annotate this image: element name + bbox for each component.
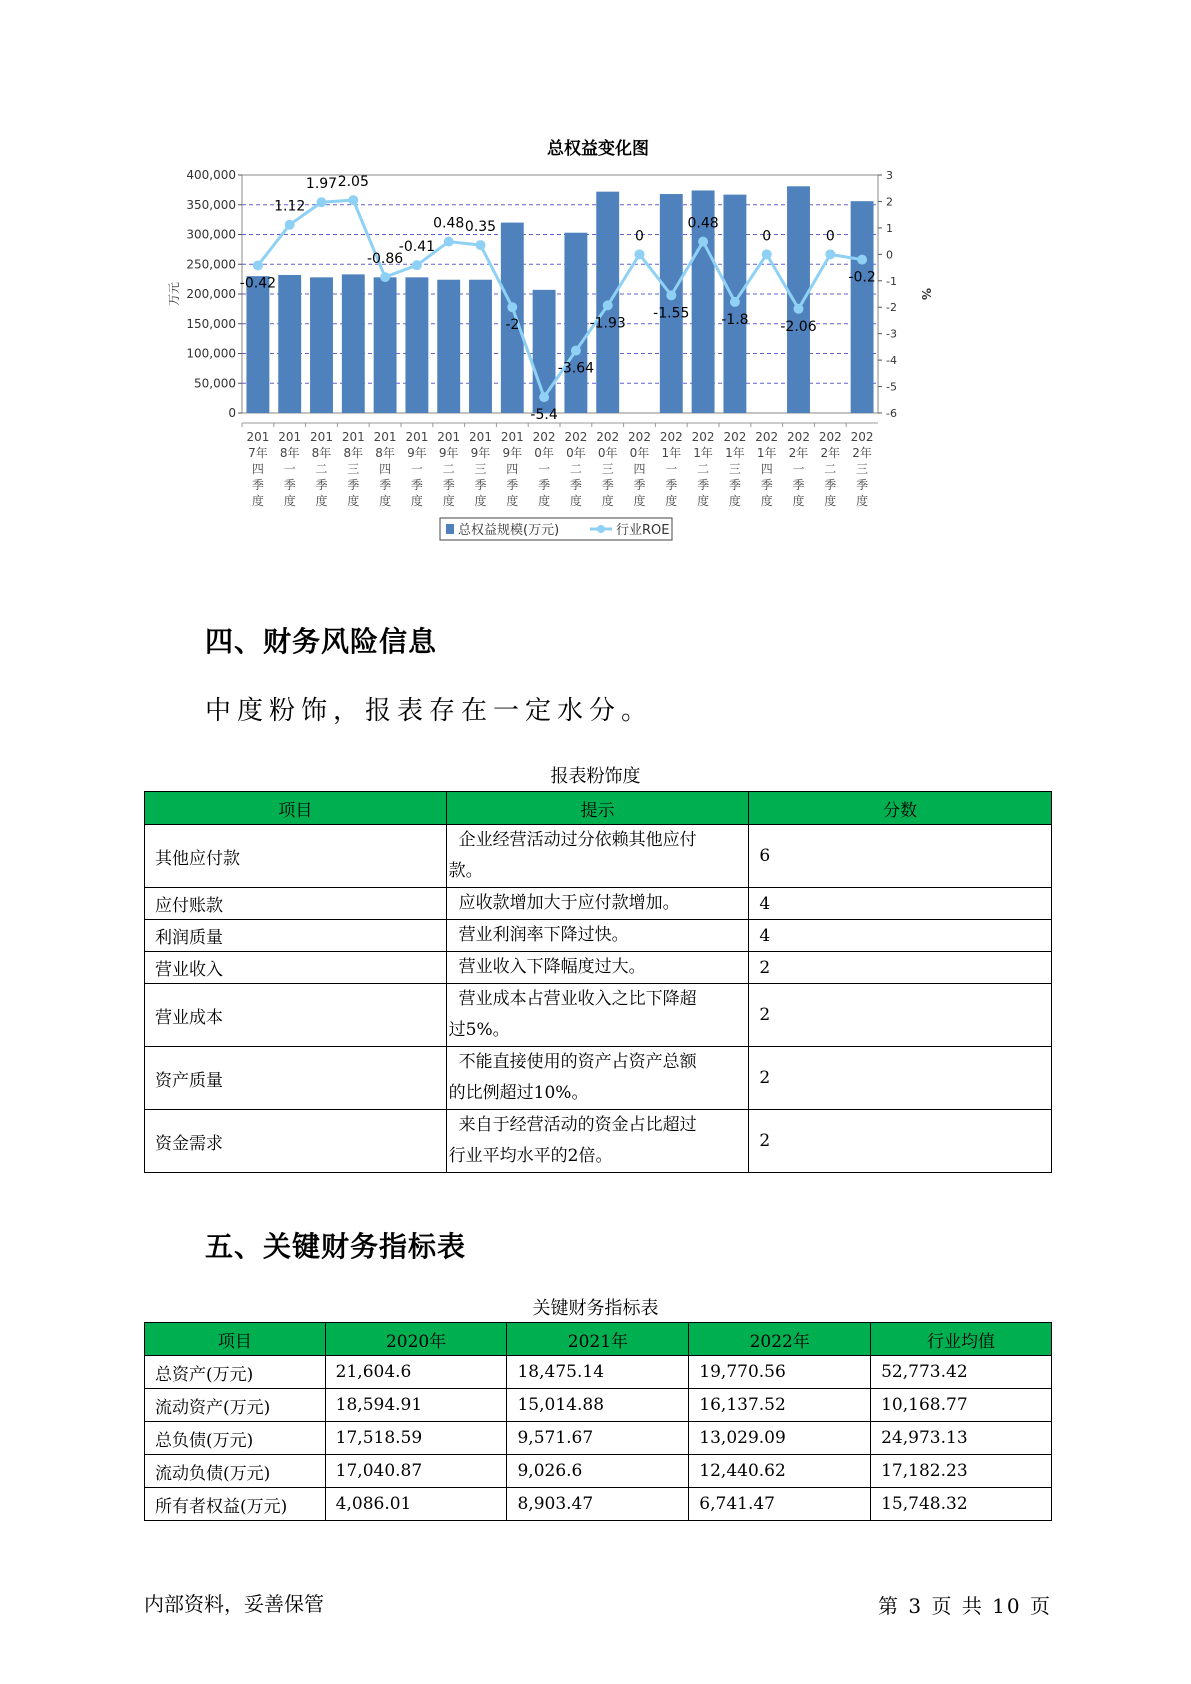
kpi-value: 16,137.52 — [689, 1389, 871, 1422]
x-tick-label-part: 二 — [569, 462, 582, 476]
roe-point — [698, 237, 708, 247]
risk-score: 2 — [749, 1047, 1052, 1110]
equity-bar — [437, 280, 460, 413]
risk-score: 4 — [749, 920, 1052, 952]
y2-tick-label: 3 — [886, 169, 893, 182]
kpi-item: 流动资产(万元) — [145, 1389, 326, 1422]
x-tick-label-part: 四 — [760, 462, 773, 476]
y-tick-label: 0 — [228, 406, 236, 420]
equity-bar — [342, 274, 365, 413]
x-tick-label-part: 9年 — [407, 446, 427, 460]
x-tick-label-part: 2年 — [820, 446, 841, 460]
x-tick-label-part: 8年 — [343, 446, 364, 460]
roe-point — [794, 304, 804, 314]
x-tick-label-part: 季 — [792, 478, 805, 492]
x-tick-label-part: 度 — [792, 494, 805, 508]
x-tick-label-part: 度 — [728, 494, 741, 508]
equity-bar — [278, 275, 301, 413]
section5-heading: 五、关键财务指标表 — [205, 1230, 467, 1263]
x-tick-label-part: 三 — [856, 462, 869, 476]
roe-point — [603, 300, 613, 310]
risk-tip — [446, 1110, 749, 1173]
risk-tip-line: 企业经营活动过分依赖其他应付 — [458, 830, 697, 850]
legend-line-label: 行业ROE — [616, 523, 670, 538]
y-tick-label: 350,000 — [186, 197, 236, 212]
kpi-table-header — [145, 1323, 1052, 1356]
risk-table-row — [145, 1047, 1052, 1110]
risk-score: 2 — [749, 1110, 1052, 1173]
roe-point — [825, 249, 835, 259]
kpi-item: 所有者权益(万元) — [145, 1488, 326, 1521]
x-tick-label-part: 7年 — [248, 446, 268, 460]
x-tick-label-part: 二 — [824, 462, 837, 476]
roe-data-label: 0.48 — [433, 215, 465, 232]
risk-item: 营业成本 — [145, 984, 447, 1047]
x-tick-label-part: 季 — [538, 478, 551, 492]
y2-axis-label: % — [919, 287, 933, 301]
x-tick-label — [564, 430, 587, 508]
x-tick-label-part: 季 — [760, 478, 773, 492]
x-tick-label-part: 季 — [410, 478, 423, 492]
risk-table-row — [145, 825, 1052, 888]
risk-item: 利润质量 — [145, 920, 447, 952]
risk-table-row — [145, 952, 1052, 984]
x-tick-label-part: 季 — [601, 478, 614, 492]
equity-bar — [310, 277, 333, 413]
x-tick-label-part: 季 — [506, 478, 519, 492]
x-tick-label-part: 0年 — [629, 446, 650, 460]
x-tick-label-part: 201 — [278, 430, 302, 444]
kpi-value: 6,741.47 — [689, 1488, 871, 1521]
x-tick-label-part: 二 — [315, 462, 328, 476]
x-tick-label-part: 一 — [410, 462, 423, 476]
y2-tick-label: -1 — [886, 274, 897, 288]
equity-bar — [660, 194, 683, 413]
x-tick-label — [692, 430, 715, 508]
x-tick-label — [533, 430, 556, 508]
risk-score: 2 — [749, 984, 1052, 1047]
x-tick-label-part: 201 — [500, 430, 524, 444]
kpi-header-item: 项目 — [145, 1323, 326, 1356]
x-tick-label-part: 度 — [856, 494, 869, 508]
x-tick-label-part: 二 — [442, 462, 455, 476]
y2-tick-label: -3 — [886, 327, 897, 341]
risk-table-row — [145, 984, 1052, 1047]
x-tick-label — [787, 430, 810, 508]
risk-table — [144, 791, 1052, 1173]
legend-line-marker — [597, 525, 605, 533]
risk-tip — [446, 920, 749, 952]
y-tick-label: 400,000 — [186, 168, 236, 182]
x-tick-label-part: 度 — [283, 494, 296, 508]
legend-bar-swatch — [446, 524, 454, 534]
x-tick-label-part: 度 — [760, 494, 773, 508]
roe-data-label: -0.42 — [239, 275, 277, 292]
x-tick-label-part: 9年 — [470, 446, 491, 460]
y-tick-label: 300,000 — [186, 227, 236, 242]
equity-bar — [851, 201, 874, 413]
x-tick-label-part: 8年 — [311, 446, 332, 460]
risk-item: 营业收入 — [145, 952, 447, 984]
x-tick-label-part: 201 — [469, 430, 492, 444]
x-tick-label-part: 202 — [723, 430, 747, 444]
y2-tick-label: -4 — [886, 354, 897, 368]
section4-summary: 中度粉饰，报表存在一定水分。 — [205, 696, 654, 726]
x-tick-label-part: 度 — [251, 494, 264, 508]
footer-page-number: 第 3 页 共 10 页 — [878, 1594, 1052, 1618]
roe-point — [539, 392, 549, 402]
y2-tick-label: -6 — [886, 407, 897, 420]
x-tick-label-part: 0年 — [597, 446, 618, 460]
kpi-value: 52,773.42 — [871, 1356, 1052, 1389]
roe-data-label: -2 — [505, 317, 520, 334]
roe-point — [730, 297, 740, 307]
kpi-value: 19,770.56 — [689, 1356, 871, 1389]
roe-point — [571, 346, 581, 356]
kpi-item: 总资产(万元) — [145, 1356, 326, 1389]
y-axis-label: 万元 — [167, 281, 181, 307]
x-tick-label-part: 8年 — [279, 446, 300, 460]
footer-confidential: 内部资料，妥善保管 — [144, 1592, 324, 1616]
x-tick-label — [342, 430, 365, 508]
x-tick-label-part: 季 — [856, 478, 869, 492]
risk-tip — [446, 984, 749, 1047]
y2-tick-label: -5 — [886, 380, 897, 394]
x-tick-label — [819, 430, 842, 508]
legend-bar-label: 总权益规模(万元) — [458, 523, 560, 538]
equity-chart — [160, 130, 960, 600]
risk-score: 2 — [749, 952, 1052, 984]
x-tick-label — [628, 430, 651, 508]
risk-tip-line: 款。 — [448, 861, 483, 881]
x-tick-label-part: 季 — [379, 478, 392, 492]
x-tick-label-part: 202 — [691, 430, 715, 444]
risk-table-row — [145, 1110, 1052, 1173]
x-tick-label-part: 季 — [569, 478, 582, 492]
x-tick-label-part: 度 — [379, 494, 392, 508]
x-tick-label-part: 三 — [601, 462, 614, 476]
kpi-value: 10,168.77 — [871, 1389, 1052, 1422]
x-tick-label-part: 2年 — [852, 446, 872, 460]
roe-data-label: -1.8 — [721, 311, 749, 328]
risk-item: 资产质量 — [145, 1047, 447, 1110]
x-tick-label-part: 202 — [532, 430, 556, 444]
risk-tip — [446, 825, 749, 888]
x-tick-label — [469, 430, 492, 508]
x-tick-label — [851, 430, 874, 508]
roe-data-label: 0.48 — [687, 215, 719, 232]
roe-data-label: -2.06 — [780, 318, 817, 335]
x-tick-label-part: 度 — [633, 494, 646, 508]
risk-tip-line: 来自于经营活动的资金占比超过 — [458, 1115, 697, 1135]
x-tick-label-part: 201 — [373, 430, 397, 444]
roe-data-label: -0.2 — [848, 269, 876, 286]
roe-point — [285, 220, 295, 230]
x-tick-label-part: 季 — [251, 478, 264, 492]
kpi-value: 17,518.59 — [325, 1422, 507, 1455]
x-tick-label-part: 202 — [628, 430, 651, 444]
equity-bar — [469, 280, 492, 413]
x-tick-label-part: 度 — [601, 494, 614, 508]
roe-data-label: 0 — [825, 228, 835, 245]
risk-tip-line: 行业平均水平的2倍。 — [448, 1146, 613, 1166]
x-tick-label — [723, 430, 746, 508]
kpi-table-caption: 关键财务指标表 — [532, 1298, 659, 1319]
x-tick-label-part: 度 — [538, 494, 551, 508]
x-tick-label-part: 度 — [474, 494, 487, 508]
kpi-value: 17,182.23 — [871, 1455, 1052, 1488]
y2-tick-label: 1 — [886, 221, 893, 235]
x-tick-label-part: 一 — [538, 462, 551, 476]
x-tick-label-part: 三 — [347, 462, 360, 476]
x-tick-label-part: 四 — [506, 462, 519, 476]
y2-tick-label: -2 — [886, 301, 897, 315]
kpi-table-row — [145, 1488, 1052, 1521]
roe-data-label: 0.35 — [464, 219, 497, 236]
x-tick-label — [405, 430, 428, 508]
kpi-table — [144, 1322, 1052, 1521]
x-tick-label-part: 2年 — [788, 446, 809, 460]
chart-title: 总权益变化图 — [547, 139, 649, 159]
roe-data-label: -0.41 — [398, 239, 436, 256]
x-tick-label — [246, 430, 269, 508]
x-tick-label-part: 度 — [315, 494, 328, 508]
roe-data-label: 1.97 — [305, 176, 338, 193]
x-tick-label-part: 三 — [474, 462, 487, 476]
x-tick-label-part: 季 — [283, 478, 296, 492]
x-tick-label-part: 度 — [347, 494, 360, 508]
section4-heading: 四、财务风险信息 — [205, 625, 438, 658]
kpi-value: 8,903.47 — [507, 1488, 689, 1521]
risk-tip-line: 过5%。 — [448, 1020, 510, 1040]
risk-header-score: 分数 — [749, 792, 1052, 825]
risk-tip — [446, 888, 749, 920]
equity-bar — [246, 276, 269, 413]
risk-table-row — [145, 920, 1052, 952]
kpi-table-row — [145, 1422, 1052, 1455]
kpi-header-industry-avg: 行业均值 — [871, 1323, 1052, 1356]
x-tick-label-part: 201 — [341, 430, 365, 444]
risk-tip-line: 营业成本占营业收入之比下降超 — [458, 989, 697, 1009]
risk-tip-line: 不能直接使用的资产占资产总额 — [458, 1052, 697, 1072]
x-tick-label-part: 一 — [665, 462, 678, 476]
x-tick-label-part: 0年 — [534, 446, 554, 460]
kpi-value: 4,086.01 — [325, 1488, 507, 1521]
equity-bar — [564, 233, 587, 413]
roe-point — [666, 290, 676, 300]
kpi-value: 15,748.32 — [871, 1488, 1052, 1521]
kpi-item: 总负债(万元) — [145, 1422, 326, 1455]
x-tick-label-part: 201 — [437, 430, 461, 444]
x-tick-label-part: 季 — [824, 478, 837, 492]
x-tick-label-part: 四 — [633, 462, 646, 476]
x-tick-label-part: 9年 — [438, 446, 459, 460]
kpi-value: 18,594.91 — [325, 1389, 507, 1422]
kpi-value: 21,604.6 — [325, 1356, 507, 1389]
roe-point — [762, 249, 772, 259]
equity-bar — [374, 277, 397, 413]
kpi-header-2022: 2022年 — [689, 1323, 871, 1356]
risk-tip-line: 营业收入下降幅度过大。 — [458, 957, 646, 977]
kpi-value: 9,026.6 — [507, 1455, 689, 1488]
equity-bar — [787, 186, 810, 413]
x-tick-label-part: 季 — [442, 478, 455, 492]
roe-data-label: 1.12 — [274, 198, 306, 215]
x-tick-label-part: 0年 — [566, 446, 586, 460]
x-tick-label — [374, 430, 397, 508]
x-tick-label — [278, 430, 301, 508]
x-tick-label-part: 季 — [315, 478, 328, 492]
kpi-table-row — [145, 1356, 1052, 1389]
risk-item: 资金需求 — [145, 1110, 447, 1173]
x-tick-label-part: 度 — [665, 494, 678, 508]
kpi-header-2021: 2021年 — [507, 1323, 689, 1356]
risk-tip-line: 的比例超过10%。 — [448, 1083, 589, 1103]
x-tick-label — [310, 430, 333, 508]
y-tick-label: 150,000 — [186, 316, 236, 331]
x-tick-label-part: 201 — [310, 430, 333, 444]
x-tick-label-part: 季 — [474, 478, 487, 492]
chart-legend — [440, 518, 672, 540]
risk-score: 4 — [749, 888, 1052, 920]
y-tick-label: 200,000 — [186, 287, 236, 301]
roe-data-label: -1.55 — [653, 305, 690, 322]
risk-score: 6 — [749, 825, 1052, 888]
y2-tick-label: 0 — [886, 248, 893, 262]
x-tick-label-part: 度 — [824, 494, 837, 508]
kpi-table-row — [145, 1389, 1052, 1422]
x-tick-label-part: 四 — [251, 462, 264, 476]
x-tick-label-part: 1年 — [756, 446, 777, 460]
x-tick-label-part: 202 — [818, 430, 842, 444]
x-tick-label-part: 度 — [442, 494, 455, 508]
risk-tip-line: 营业利润率下降过快。 — [458, 925, 629, 945]
roe-data-label: 0 — [762, 228, 772, 245]
roe-point — [380, 272, 390, 282]
x-tick-label-part: 201 — [246, 430, 270, 444]
x-tick-label-part: 202 — [850, 430, 874, 444]
roe-data-label: 0 — [635, 228, 644, 245]
x-tick-label-part: 季 — [347, 478, 360, 492]
kpi-item: 流动负债(万元) — [145, 1455, 326, 1488]
x-tick-label-part: 季 — [633, 478, 646, 492]
risk-tip-line: 应收款增加大于应付款增加。 — [458, 893, 680, 913]
roe-data-label: -3.64 — [557, 360, 595, 377]
x-tick-label-part: 202 — [755, 430, 779, 444]
x-tick-label-part: 季 — [728, 478, 741, 492]
kpi-value: 18,475.14 — [507, 1356, 689, 1389]
roe-data-label: 2.05 — [337, 174, 369, 191]
risk-header-item: 项目 — [145, 792, 447, 825]
x-tick-label-part: 9年 — [502, 446, 523, 460]
y-tick-label: 250,000 — [186, 257, 236, 272]
roe-point — [253, 260, 263, 270]
x-tick-label — [437, 430, 460, 508]
roe-point — [317, 197, 327, 207]
y-tick-label: 50,000 — [194, 376, 236, 391]
kpi-value: 24,973.13 — [871, 1422, 1052, 1455]
y-tick-label: 100,000 — [186, 346, 236, 361]
risk-table-header — [145, 792, 1052, 825]
roe-point — [635, 249, 645, 259]
kpi-table-row — [145, 1455, 1052, 1488]
equity-bar — [405, 277, 428, 413]
x-tick-label-part: 8年 — [375, 446, 395, 460]
x-tick-label-part: 度 — [410, 494, 423, 508]
x-tick-label-part: 一 — [792, 462, 805, 476]
x-tick-label-part: 1年 — [725, 446, 745, 460]
risk-item: 其他应付款 — [145, 825, 447, 888]
roe-data-label: -1.93 — [589, 315, 626, 332]
roe-data-label: -0.86 — [366, 251, 404, 268]
x-tick-label-part: 度 — [569, 494, 582, 508]
x-tick-label-part: 1年 — [693, 446, 713, 460]
x-tick-label-part: 201 — [405, 430, 429, 444]
x-tick-label-part: 202 — [564, 430, 588, 444]
roe-point — [348, 195, 358, 205]
chart-grid — [239, 175, 878, 413]
x-tick-label — [501, 430, 524, 508]
roe-point — [476, 240, 486, 250]
kpi-value: 9,571.67 — [507, 1422, 689, 1455]
kpi-value: 15,014.88 — [507, 1389, 689, 1422]
kpi-value: 12,440.62 — [689, 1455, 871, 1488]
roe-point — [412, 260, 422, 270]
x-tick-label — [596, 430, 619, 508]
x-tick-label-part: 202 — [596, 430, 620, 444]
kpi-value: 17,040.87 — [325, 1455, 507, 1488]
roe-point — [857, 255, 867, 265]
x-tick-label-part: 三 — [728, 462, 741, 476]
risk-table-row — [145, 888, 1052, 920]
x-tick-label-part: 二 — [697, 462, 710, 476]
x-tick-label-part: 度 — [506, 494, 519, 508]
risk-header-tip: 提示 — [446, 792, 749, 825]
x-tick-label-part: 季 — [665, 478, 678, 492]
x-tick-label-part: 202 — [659, 430, 683, 444]
x-tick-label-part: 一 — [283, 462, 296, 476]
x-tick-label-part: 度 — [697, 494, 710, 508]
y2-tick-label: 2 — [886, 195, 893, 209]
risk-tip — [446, 1047, 749, 1110]
roe-point — [507, 302, 517, 312]
x-tick-label-part: 202 — [787, 430, 810, 444]
x-tick-label — [755, 430, 778, 508]
risk-item: 应付账款 — [145, 888, 447, 920]
risk-table-caption: 报表粉饰度 — [550, 766, 641, 787]
x-tick-label-part: 1年 — [661, 446, 682, 460]
roe-data-label: -5.4 — [530, 407, 558, 424]
x-tick-label — [660, 430, 683, 508]
kpi-value: 13,029.09 — [689, 1422, 871, 1455]
x-tick-label-part: 四 — [379, 462, 392, 476]
risk-tip — [446, 952, 749, 984]
roe-point — [444, 237, 454, 247]
x-tick-label-part: 季 — [697, 478, 710, 492]
kpi-header-2020: 2020年 — [325, 1323, 507, 1356]
